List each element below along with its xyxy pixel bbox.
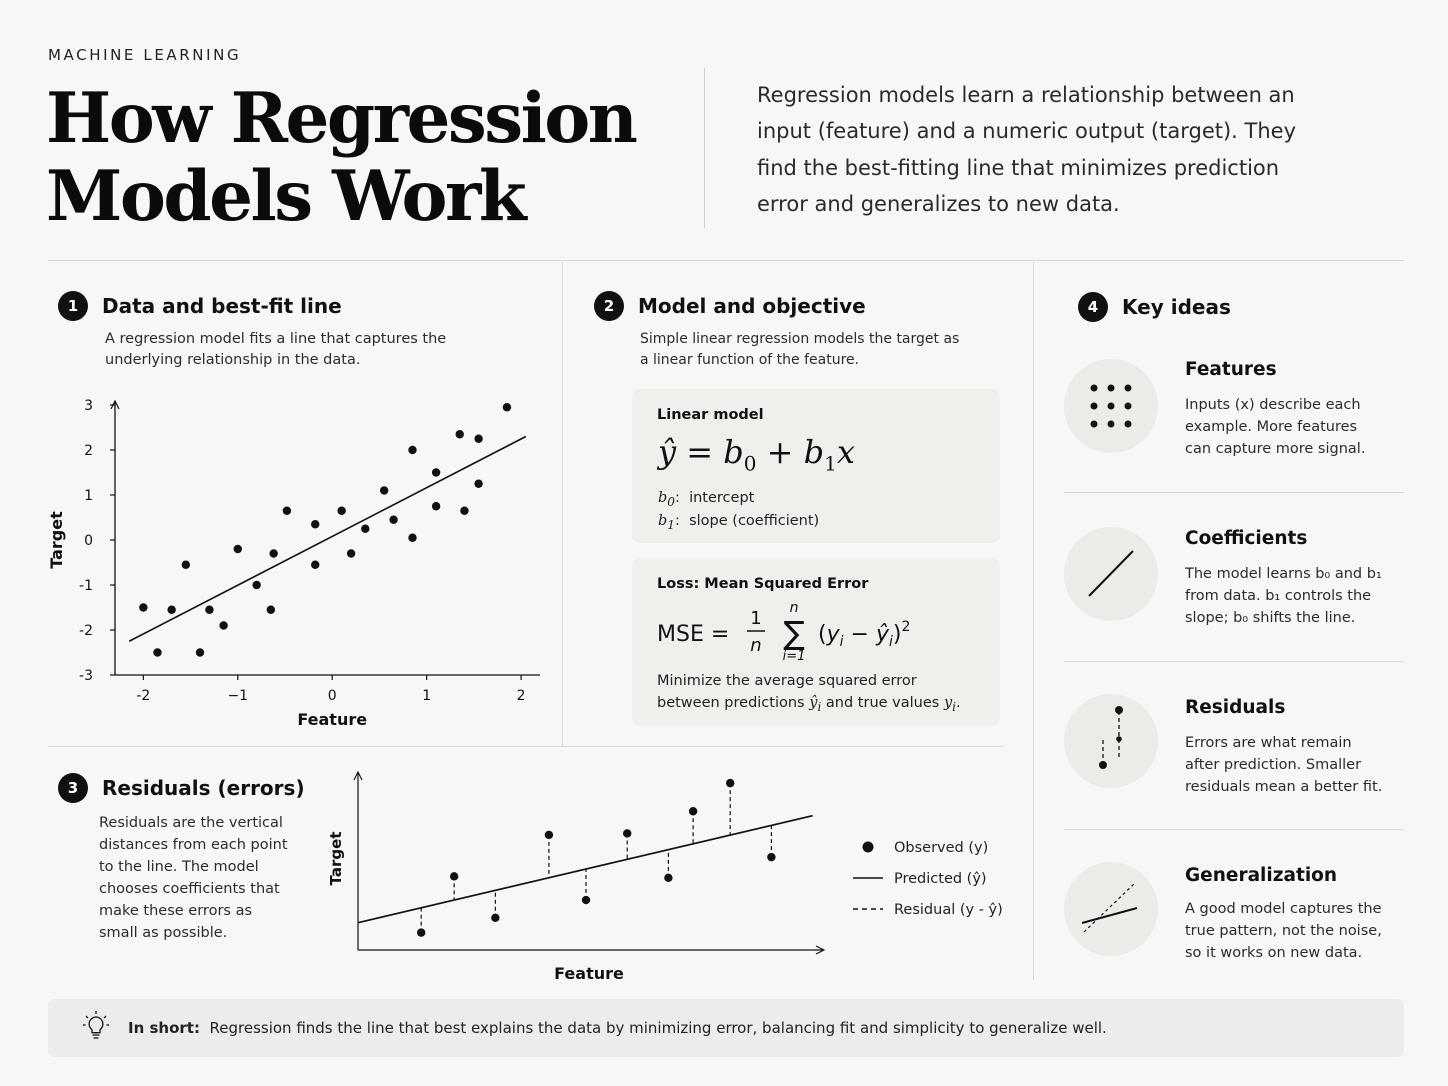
chart1-point xyxy=(380,486,388,494)
chart1-y-tick-label: 1 xyxy=(84,488,93,504)
chart1-y-tick-label: -3 xyxy=(79,668,93,684)
page-title-line2: Models Work xyxy=(46,156,525,237)
legend-predicted-label: Predicted (ŷ) xyxy=(894,871,987,887)
chart1-point xyxy=(460,507,468,515)
chart2-point xyxy=(582,896,590,904)
chart1-point xyxy=(311,561,319,569)
svg-text:n: n xyxy=(789,600,799,616)
legend-residual-label: Residual (y - ŷ) xyxy=(894,902,1003,918)
legend-observed-marker xyxy=(863,842,874,853)
key-idea-title-coefficients: Coefficients xyxy=(1185,528,1308,549)
section2-header xyxy=(594,291,866,321)
chart2-point xyxy=(726,779,734,787)
section4-badge: 4 xyxy=(1078,292,1108,322)
key-idea-desc-coefficients: The model learns b₀ and b₁ from data. b₁ controls the slope; b₀ shifts the line. xyxy=(1185,566,1382,626)
key-idea-desc-generalization: A good model captures the true pattern, not the noise, so it works on new data. xyxy=(1185,901,1382,961)
svg-text:1: 1 xyxy=(750,608,762,629)
chart1-x-tick-label: 1 xyxy=(422,688,432,704)
svg-text:∑: ∑ xyxy=(783,614,805,652)
chart1-fit-line-path xyxy=(129,437,526,642)
svg-text:(yi − ŷi)2: ($y_i$ − $ŷ_i)^2$ xyxy=(818,619,911,650)
b1-symbol: $b_1$ xyxy=(658,513,675,532)
section1-title: Data and best-fit line xyxy=(102,294,342,318)
chart1-point xyxy=(205,606,213,614)
chart2-fit-line-path xyxy=(358,816,813,923)
key-idea-title-features: Features xyxy=(1185,359,1277,380)
section4-title: Key ideas xyxy=(1122,295,1231,319)
header-divider xyxy=(704,68,705,228)
chart1-x-tick-label: 0 xyxy=(327,688,337,704)
linear-model-formula: ŷ = $b_0 + b_1x$ xyxy=(658,433,855,476)
loss-note-line1: Minimize the average squared error xyxy=(657,673,917,689)
chart1-point xyxy=(139,603,147,611)
residual-icon xyxy=(1064,694,1158,788)
intro-text: Regression models learn a relationship between an input (feature) and a numeric output (target). They find the best-fitting line that minimizes prediction error and generalizes to new data. xyxy=(757,83,1296,216)
chart1-point xyxy=(503,403,511,411)
chart1-axes xyxy=(111,401,540,675)
chart1-point xyxy=(269,549,277,557)
mse-formula xyxy=(652,598,952,666)
key-divider-3 xyxy=(1064,829,1404,830)
key-idea-title-residuals: Residuals xyxy=(1185,697,1286,718)
loss-note-line2: between predictions $ŷ_i$ and true values $y_i$. xyxy=(657,695,961,714)
residual-legend xyxy=(850,832,1020,924)
b0-definition: $b_0$: intercept xyxy=(658,490,755,509)
chart1-point xyxy=(456,430,464,438)
page-title-line1: How Regression xyxy=(46,78,636,159)
chart1-point xyxy=(408,534,416,542)
chart2-axes xyxy=(354,772,824,954)
key-divider-1 xyxy=(1064,492,1404,493)
column-divider-1 xyxy=(562,262,563,746)
chart1-y-tick-label: -1 xyxy=(79,578,93,594)
b0-label: intercept xyxy=(689,490,755,506)
chart1-points xyxy=(139,403,511,657)
residual-chart xyxy=(320,765,840,990)
chart2-points xyxy=(417,779,776,937)
chart1-y-tick-label: 0 xyxy=(84,533,93,549)
section1-description: A regression model fits a line that captures the underlying relationship in the data. xyxy=(105,331,447,368)
chart2-y-label: Target xyxy=(327,831,345,886)
svg-text:n: n xyxy=(750,635,762,656)
key-idea-desc-residuals: Errors are what remain after prediction. Smaller residuals mean a better fit. xyxy=(1185,735,1383,795)
key-divider-2 xyxy=(1064,661,1404,662)
section2-badge: 2 xyxy=(594,291,624,321)
chart1-point xyxy=(153,648,161,656)
chart2-point xyxy=(689,807,697,815)
chart2-point xyxy=(767,853,775,861)
chart1-point xyxy=(361,525,369,533)
chart1-point xyxy=(432,468,440,476)
section1-badge: 1 xyxy=(58,291,88,321)
chart1-point xyxy=(408,446,416,454)
chart1-point xyxy=(311,520,319,528)
section2-description: Simple linear regression models the target as a linear function of the feature. xyxy=(640,331,960,368)
lightbulb-icon xyxy=(82,1011,110,1045)
section3-badge: 3 xyxy=(58,773,88,803)
chart2-point xyxy=(664,874,672,882)
chart1-point xyxy=(474,435,482,443)
section3-title: Residuals (errors) xyxy=(102,776,305,800)
svg-text:MSE =: MSE = xyxy=(657,622,730,647)
chart2-point xyxy=(545,831,553,839)
key-idea-title-generalization: Generalization xyxy=(1185,865,1338,886)
chart1-point xyxy=(337,507,345,515)
chart1-point xyxy=(167,606,175,614)
scatter-chart xyxy=(40,390,560,735)
section1-header xyxy=(58,291,342,321)
chart1-point xyxy=(234,545,242,553)
key-idea-desc-features: Inputs (x) describe each example. More features can capture more signal. xyxy=(1185,397,1366,457)
chart1-x-tick-label: −1 xyxy=(227,688,249,704)
chart1-point xyxy=(347,549,355,557)
chart1-point xyxy=(432,502,440,510)
chart2-fit-line xyxy=(358,816,813,923)
chart1-x-tick-label: 2 xyxy=(516,688,526,704)
chart2-residuals xyxy=(421,783,771,932)
dot-grid-icon xyxy=(1064,359,1158,453)
summary-label: In short: xyxy=(128,1019,200,1037)
yhat-i-symbol: $ŷ_i$ xyxy=(809,695,822,714)
chart2-point xyxy=(623,829,631,837)
chart1-y-tick-label: -2 xyxy=(79,623,93,639)
loss-note-part-a: between predictions xyxy=(657,695,805,711)
legend-observed-label: Observed (y) xyxy=(894,840,989,856)
loss-title: Loss: Mean Squared Error xyxy=(657,576,869,592)
chart2-point xyxy=(417,928,425,936)
linear-model-title: Linear model xyxy=(657,407,764,423)
chart1-point xyxy=(389,516,397,524)
b1-label: slope (coefficient) xyxy=(689,513,820,529)
line-icon xyxy=(1064,527,1158,621)
section4-header xyxy=(1078,292,1231,322)
b1-definition: $b_1$: slope (coefficient) xyxy=(658,513,820,532)
chart1-x-label: Feature xyxy=(297,710,368,729)
chart1-fit-line xyxy=(129,437,526,642)
chart1-y-tick-label: 2 xyxy=(84,443,93,459)
section3-description: Residuals are the vertical distances from each point to the line. The model chooses coefficients that make these errors as small as possible. xyxy=(99,815,288,941)
chart1-point xyxy=(474,480,482,488)
generalization-icon xyxy=(1064,862,1158,956)
header-rule xyxy=(48,260,1404,261)
chart1-y-tick-label: 3 xyxy=(84,398,93,414)
loss-note-part-b: and true values xyxy=(825,695,940,711)
section3-header xyxy=(58,773,305,803)
row-divider xyxy=(48,746,1004,747)
chart1-y-label: Target xyxy=(47,511,66,569)
chart1-x-tick-label: -2 xyxy=(136,688,151,704)
summary-text: Regression finds the line that best explains the data by minimizing error, balancing fit and simplicity to generalize well. xyxy=(209,1019,1107,1037)
chart2-point xyxy=(450,872,458,880)
page-title xyxy=(46,80,686,236)
linear-model-box xyxy=(632,389,1000,543)
section2-title: Model and objective xyxy=(638,294,866,318)
chart1-point xyxy=(182,561,190,569)
y-i-symbol: $y_i$ xyxy=(943,695,957,714)
chart1-point xyxy=(219,621,227,629)
chart1-point xyxy=(252,581,260,589)
chart1-point xyxy=(196,648,204,656)
summary-bar xyxy=(48,999,1404,1057)
chart1-point xyxy=(283,507,291,515)
chart2-x-label: Feature xyxy=(554,964,624,983)
loss-box xyxy=(632,558,1000,726)
chart2-point xyxy=(491,914,499,922)
column-divider-2 xyxy=(1033,262,1034,980)
svg-text:i=1: i=1 xyxy=(782,649,806,664)
chart1-point xyxy=(267,606,275,614)
b0-symbol: $b_0$ xyxy=(658,490,675,509)
eyebrow-label: MACHINE LEARNING xyxy=(48,46,242,64)
